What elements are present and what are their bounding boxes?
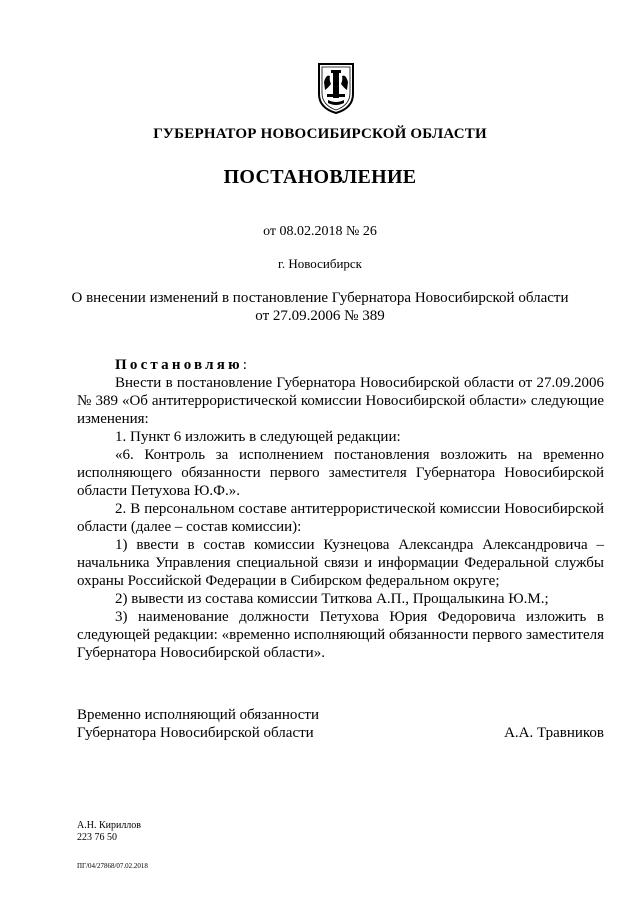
decree-heading — [77, 356, 604, 374]
document-city: г. Новосибирск — [277, 256, 362, 271]
coat-of-arms-icon — [316, 60, 356, 114]
document-body — [77, 356, 604, 662]
executor-name: А.Н. Кириллов — [77, 820, 142, 831]
executor-phone: 223 76 50 — [77, 832, 117, 843]
executor-info — [77, 820, 141, 844]
paragraph-item-2: 2. В персональном составе антитеррористической комиссии Новосибирской области (далее – состав комиссии): — [77, 501, 604, 535]
signatory-position-line-1: Временно исполняющий обязанности — [77, 707, 320, 723]
signatory-position — [77, 706, 319, 742]
subject-line-2: от 27.09.2006 № 389 — [255, 308, 385, 324]
subject-line-1: О внесении изменений в постановление Губернатора Новосибирской области — [71, 290, 569, 306]
decree-word: Постановляю — [115, 357, 243, 373]
paragraph-intro: Внести в постановление Губернатора Новосибирской области от 27.09.2006 № 389 «Об антитеррористической комиссии Новосибирской области» следующие изменения: — [77, 375, 604, 427]
decree-colon: : — [242, 357, 247, 373]
paragraph-item-2-1: 1) ввести в состав комиссии Кузнецова Александра Александровича – начальника Управления специальной связи и информации Федеральной службы охраны Российской Федерации в Сибирском федеральном округе; — [77, 537, 604, 589]
document-type: ПОСТАНОВЛЕНИЕ — [223, 166, 417, 188]
paragraph-item-1-quote: «6. Контроль за исполнением постановления возложить на временно исполняющего обязанности первого заместителя Губернатора Новосибирской области Петухова Ю.Ф.». — [77, 447, 604, 499]
document-subject — [0, 289, 640, 325]
signatory-position-line-2: Губернатора Новосибирской области — [77, 725, 314, 741]
document-id: ПГ/04/27868/07.02.2018 — [77, 862, 148, 870]
authority-title: ГУБЕРНАТОР НОВОСИБИРСКОЙ ОБЛАСТИ — [153, 126, 487, 142]
paragraph-item-2-2: 2) вывести из состава комиссии Титкова А.П., Прощалыкина Ю.М.; — [115, 591, 549, 607]
paragraph-item-2-3: 3) наименование должности Петухова Юрия Федоровича изложить в следующей редакции: «временно исполняющий обязанности первого заместителя Губернатора Новосибирской области». — [77, 609, 604, 661]
paragraph-item-1: 1. Пункт 6 изложить в следующей редакции: — [115, 429, 401, 445]
document-date-number: от 08.02.2018 № 26 — [263, 224, 377, 239]
signatory-name: А.А. Травников — [504, 725, 604, 741]
